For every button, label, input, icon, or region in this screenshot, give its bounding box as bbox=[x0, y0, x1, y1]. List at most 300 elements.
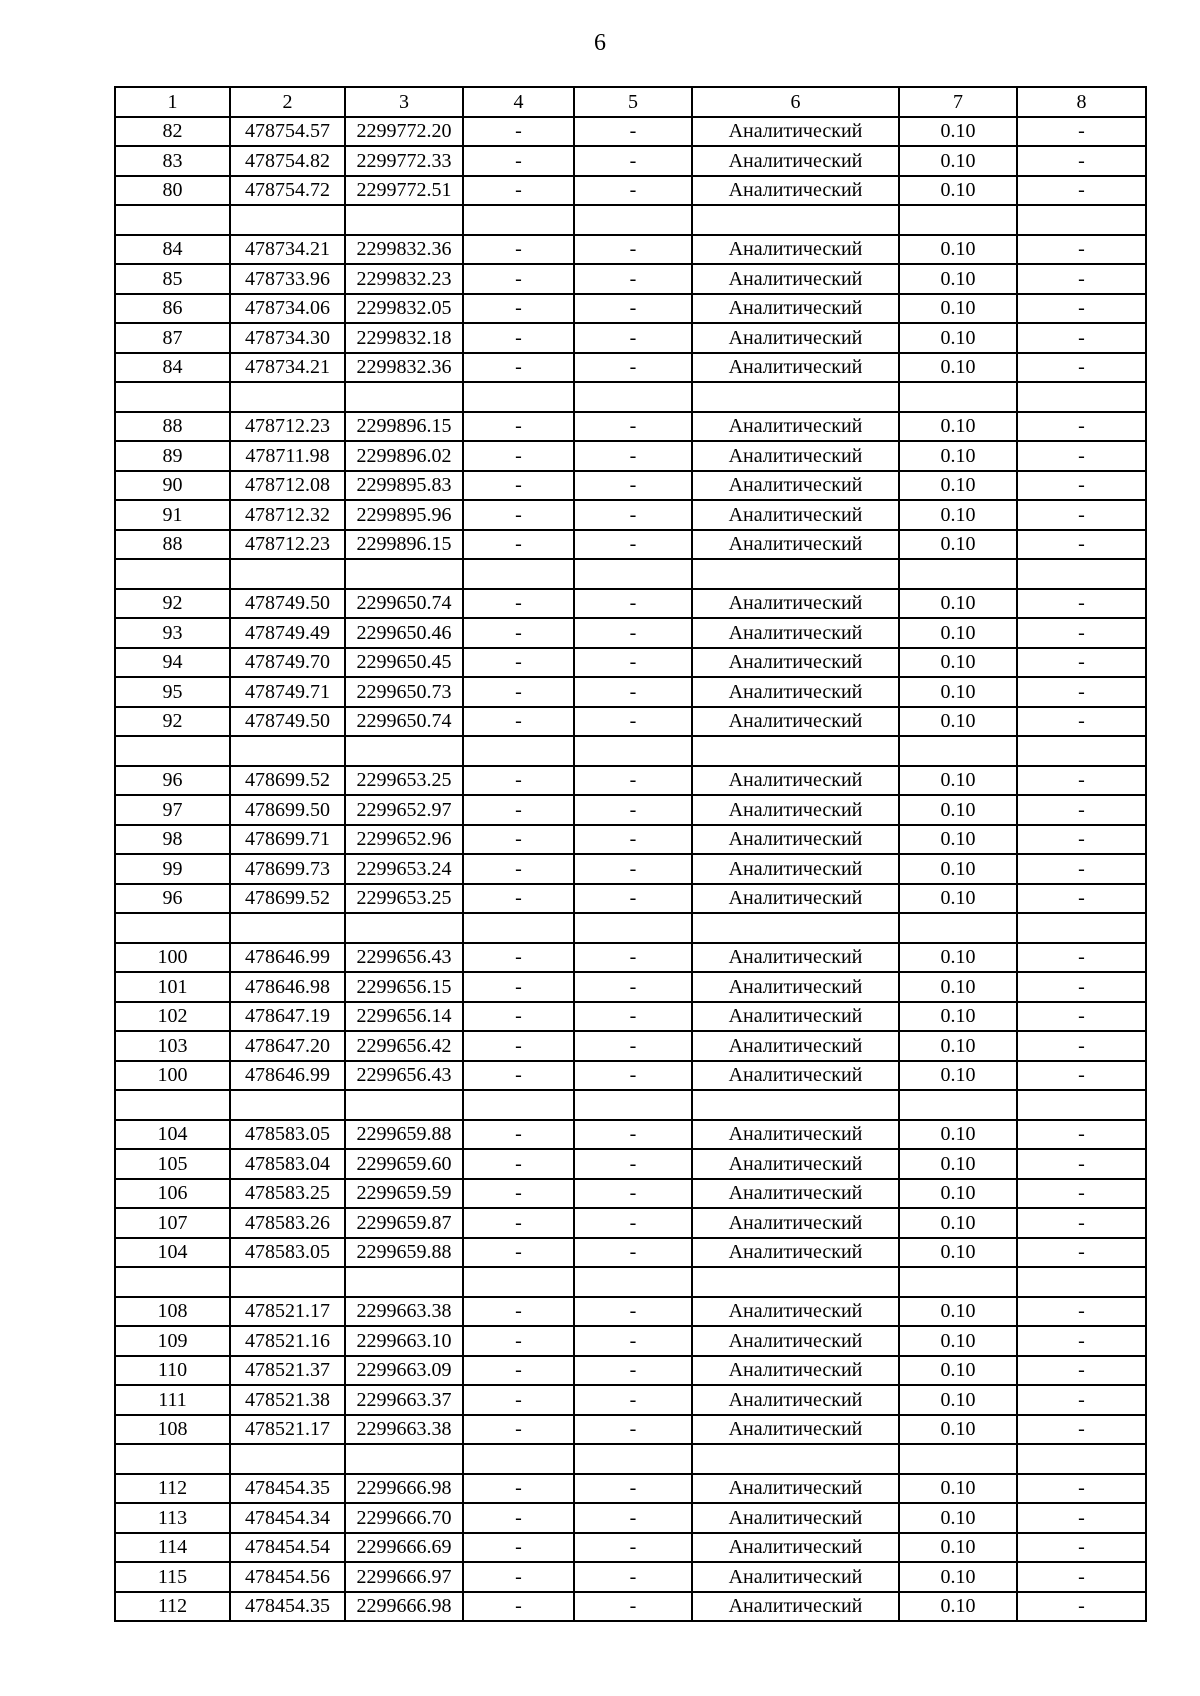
empty-cell bbox=[574, 913, 692, 943]
cell-col-2: 478521.17 bbox=[230, 1297, 345, 1327]
empty-cell bbox=[899, 913, 1017, 943]
cell-col-8: - bbox=[1017, 1474, 1146, 1504]
cell-col-8: - bbox=[1017, 618, 1146, 648]
cell-col-7: 0.10 bbox=[899, 1356, 1017, 1386]
cell-col-1: 99 bbox=[115, 854, 230, 884]
cell-col-6: Аналитический bbox=[692, 618, 899, 648]
cell-col-7: 0.10 bbox=[899, 1179, 1017, 1209]
empty-cell bbox=[463, 1267, 574, 1297]
cell-col-6: Аналитический bbox=[692, 294, 899, 324]
cell-col-3: 2299659.60 bbox=[345, 1149, 463, 1179]
cell-col-8: - bbox=[1017, 1179, 1146, 1209]
cell-col-2: 478712.08 bbox=[230, 471, 345, 501]
cell-col-8: - bbox=[1017, 353, 1146, 383]
cell-col-4: - bbox=[463, 707, 574, 737]
page-number: 6 bbox=[594, 30, 606, 56]
cell-col-4: - bbox=[463, 1120, 574, 1150]
cell-col-7: 0.10 bbox=[899, 943, 1017, 973]
cell-col-6: Аналитический bbox=[692, 471, 899, 501]
cell-col-6: Аналитический bbox=[692, 1297, 899, 1327]
cell-col-8: - bbox=[1017, 1031, 1146, 1061]
cell-col-1: 87 bbox=[115, 323, 230, 353]
empty-cell bbox=[115, 559, 230, 589]
cell-col-8: - bbox=[1017, 589, 1146, 619]
cell-col-5: - bbox=[574, 677, 692, 707]
cell-col-6: Аналитический bbox=[692, 412, 899, 442]
cell-col-4: - bbox=[463, 1415, 574, 1445]
cell-col-5: - bbox=[574, 1326, 692, 1356]
cell-col-8: - bbox=[1017, 412, 1146, 442]
cell-col-3: 2299663.37 bbox=[345, 1385, 463, 1415]
cell-col-3: 2299653.25 bbox=[345, 884, 463, 914]
cell-col-5: - bbox=[574, 412, 692, 442]
cell-col-1: 106 bbox=[115, 1179, 230, 1209]
table-row bbox=[115, 589, 1146, 619]
cell-col-4: - bbox=[463, 176, 574, 206]
table-row bbox=[115, 1061, 1146, 1091]
empty-cell bbox=[899, 205, 1017, 235]
cell-col-8: - bbox=[1017, 1533, 1146, 1563]
empty-cell bbox=[230, 205, 345, 235]
cell-col-2: 478454.34 bbox=[230, 1503, 345, 1533]
cell-col-8: - bbox=[1017, 117, 1146, 147]
cell-col-3: 2299659.59 bbox=[345, 1179, 463, 1209]
empty-cell bbox=[230, 1090, 345, 1120]
cell-col-4: - bbox=[463, 146, 574, 176]
cell-col-8: - bbox=[1017, 766, 1146, 796]
cell-col-2: 478521.37 bbox=[230, 1356, 345, 1386]
cell-col-2: 478749.50 bbox=[230, 707, 345, 737]
cell-col-6: Аналитический bbox=[692, 1031, 899, 1061]
cell-col-7: 0.10 bbox=[899, 1149, 1017, 1179]
cell-col-8: - bbox=[1017, 1356, 1146, 1386]
cell-col-2: 478583.04 bbox=[230, 1149, 345, 1179]
table-row bbox=[115, 1149, 1146, 1179]
cell-col-1: 88 bbox=[115, 530, 230, 560]
cell-col-8: - bbox=[1017, 884, 1146, 914]
cell-col-6: Аналитический bbox=[692, 441, 899, 471]
cell-col-3: 2299772.33 bbox=[345, 146, 463, 176]
empty-cell bbox=[1017, 382, 1146, 412]
table-row bbox=[115, 677, 1146, 707]
cell-col-1: 88 bbox=[115, 412, 230, 442]
cell-col-1: 91 bbox=[115, 500, 230, 530]
cell-col-1: 100 bbox=[115, 943, 230, 973]
cell-col-1: 83 bbox=[115, 146, 230, 176]
empty-cell bbox=[345, 382, 463, 412]
cell-col-8: - bbox=[1017, 530, 1146, 560]
table-row bbox=[115, 972, 1146, 1002]
empty-cell bbox=[899, 1267, 1017, 1297]
cell-col-4: - bbox=[463, 1061, 574, 1091]
cell-col-8: - bbox=[1017, 1208, 1146, 1238]
cell-col-6: Аналитический bbox=[692, 677, 899, 707]
cell-col-1: 85 bbox=[115, 264, 230, 294]
cell-col-8: - bbox=[1017, 707, 1146, 737]
cell-col-5: - bbox=[574, 1149, 692, 1179]
cell-col-8: - bbox=[1017, 294, 1146, 324]
table-header bbox=[115, 87, 1146, 117]
cell-col-8: - bbox=[1017, 441, 1146, 471]
cell-col-2: 478749.50 bbox=[230, 589, 345, 619]
cell-col-6: Аналитический bbox=[692, 1592, 899, 1622]
table-row bbox=[115, 1385, 1146, 1415]
table-row bbox=[115, 1562, 1146, 1592]
cell-col-1: 102 bbox=[115, 1002, 230, 1032]
empty-cell bbox=[115, 205, 230, 235]
cell-col-6: Аналитический bbox=[692, 1120, 899, 1150]
cell-col-6: Аналитический bbox=[692, 854, 899, 884]
cell-col-7: 0.10 bbox=[899, 1562, 1017, 1592]
cell-col-7: 0.10 bbox=[899, 1208, 1017, 1238]
cell-col-3: 2299666.70 bbox=[345, 1503, 463, 1533]
cell-col-4: - bbox=[463, 1385, 574, 1415]
cell-col-6: Аналитический bbox=[692, 707, 899, 737]
empty-cell bbox=[899, 1090, 1017, 1120]
cell-col-2: 478647.20 bbox=[230, 1031, 345, 1061]
table-row bbox=[115, 1120, 1146, 1150]
cell-col-5: - bbox=[574, 1533, 692, 1563]
cell-col-2: 478754.82 bbox=[230, 146, 345, 176]
cell-col-2: 478711.98 bbox=[230, 441, 345, 471]
table-body bbox=[115, 117, 1146, 1622]
cell-col-8: - bbox=[1017, 972, 1146, 1002]
empty-cell bbox=[463, 205, 574, 235]
cell-col-7: 0.10 bbox=[899, 1297, 1017, 1327]
table-row bbox=[115, 441, 1146, 471]
cell-col-8: - bbox=[1017, 1503, 1146, 1533]
cell-col-1: 94 bbox=[115, 648, 230, 678]
cell-col-2: 478646.98 bbox=[230, 972, 345, 1002]
cell-col-6: Аналитический bbox=[692, 1503, 899, 1533]
table-row bbox=[115, 1031, 1146, 1061]
empty-cell bbox=[345, 559, 463, 589]
cell-col-7: 0.10 bbox=[899, 471, 1017, 501]
cell-col-6: Аналитический bbox=[692, 323, 899, 353]
spacer-row bbox=[115, 205, 1146, 235]
cell-col-1: 104 bbox=[115, 1120, 230, 1150]
cell-col-4: - bbox=[463, 264, 574, 294]
cell-col-5: - bbox=[574, 1415, 692, 1445]
cell-col-8: - bbox=[1017, 825, 1146, 855]
cell-col-6: Аналитический bbox=[692, 1179, 899, 1209]
empty-cell bbox=[345, 913, 463, 943]
column-header-1: 1 bbox=[115, 87, 230, 117]
table-row bbox=[115, 1238, 1146, 1268]
cell-col-2: 478749.71 bbox=[230, 677, 345, 707]
cell-col-7: 0.10 bbox=[899, 1061, 1017, 1091]
cell-col-2: 478647.19 bbox=[230, 1002, 345, 1032]
column-header-3: 3 bbox=[345, 87, 463, 117]
cell-col-7: 0.10 bbox=[899, 235, 1017, 265]
cell-col-7: 0.10 bbox=[899, 1120, 1017, 1150]
cell-col-4: - bbox=[463, 117, 574, 147]
table-row bbox=[115, 146, 1146, 176]
empty-cell bbox=[115, 382, 230, 412]
cell-col-4: - bbox=[463, 589, 574, 619]
cell-col-3: 2299653.24 bbox=[345, 854, 463, 884]
table-row bbox=[115, 1592, 1146, 1622]
empty-cell bbox=[1017, 1090, 1146, 1120]
cell-col-3: 2299666.97 bbox=[345, 1562, 463, 1592]
cell-col-2: 478454.35 bbox=[230, 1592, 345, 1622]
cell-col-2: 478712.23 bbox=[230, 530, 345, 560]
cell-col-7: 0.10 bbox=[899, 323, 1017, 353]
cell-col-5: - bbox=[574, 530, 692, 560]
empty-cell bbox=[1017, 559, 1146, 589]
cell-col-4: - bbox=[463, 618, 574, 648]
cell-col-5: - bbox=[574, 943, 692, 973]
cell-col-7: 0.10 bbox=[899, 1592, 1017, 1622]
cell-col-1: 84 bbox=[115, 353, 230, 383]
cell-col-5: - bbox=[574, 441, 692, 471]
cell-col-7: 0.10 bbox=[899, 766, 1017, 796]
cell-col-4: - bbox=[463, 1533, 574, 1563]
cell-col-8: - bbox=[1017, 648, 1146, 678]
cell-col-4: - bbox=[463, 412, 574, 442]
cell-col-5: - bbox=[574, 264, 692, 294]
cell-col-3: 2299656.43 bbox=[345, 1061, 463, 1091]
cell-col-5: - bbox=[574, 323, 692, 353]
cell-col-7: 0.10 bbox=[899, 648, 1017, 678]
cell-col-6: Аналитический bbox=[692, 500, 899, 530]
cell-col-3: 2299663.38 bbox=[345, 1297, 463, 1327]
cell-col-5: - bbox=[574, 1179, 692, 1209]
cell-col-6: Аналитический bbox=[692, 1415, 899, 1445]
spacer-row bbox=[115, 736, 1146, 766]
cell-col-4: - bbox=[463, 441, 574, 471]
cell-col-7: 0.10 bbox=[899, 825, 1017, 855]
cell-col-1: 89 bbox=[115, 441, 230, 471]
cell-col-2: 478521.38 bbox=[230, 1385, 345, 1415]
cell-col-5: - bbox=[574, 146, 692, 176]
cell-col-4: - bbox=[463, 1208, 574, 1238]
cell-col-6: Аналитический bbox=[692, 972, 899, 1002]
cell-col-8: - bbox=[1017, 1002, 1146, 1032]
cell-col-6: Аналитический bbox=[692, 176, 899, 206]
cell-col-3: 2299666.98 bbox=[345, 1592, 463, 1622]
cell-col-5: - bbox=[574, 589, 692, 619]
cell-col-2: 478734.21 bbox=[230, 353, 345, 383]
cell-col-2: 478583.05 bbox=[230, 1120, 345, 1150]
cell-col-3: 2299895.83 bbox=[345, 471, 463, 501]
cell-col-7: 0.10 bbox=[899, 146, 1017, 176]
cell-col-8: - bbox=[1017, 146, 1146, 176]
header-row bbox=[115, 87, 1146, 117]
table-row bbox=[115, 618, 1146, 648]
empty-cell bbox=[230, 559, 345, 589]
empty-cell bbox=[115, 1090, 230, 1120]
cell-col-8: - bbox=[1017, 264, 1146, 294]
cell-col-1: 112 bbox=[115, 1592, 230, 1622]
cell-col-3: 2299659.88 bbox=[345, 1238, 463, 1268]
cell-col-1: 92 bbox=[115, 707, 230, 737]
table-row bbox=[115, 500, 1146, 530]
cell-col-4: - bbox=[463, 1297, 574, 1327]
empty-cell bbox=[1017, 1267, 1146, 1297]
cell-col-7: 0.10 bbox=[899, 884, 1017, 914]
cell-col-6: Аналитический bbox=[692, 1002, 899, 1032]
empty-cell bbox=[692, 205, 899, 235]
cell-col-6: Аналитический bbox=[692, 530, 899, 560]
column-header-6: 6 bbox=[692, 87, 899, 117]
cell-col-7: 0.10 bbox=[899, 412, 1017, 442]
cell-col-1: 101 bbox=[115, 972, 230, 1002]
cell-col-8: - bbox=[1017, 1385, 1146, 1415]
cell-col-6: Аналитический bbox=[692, 264, 899, 294]
cell-col-4: - bbox=[463, 825, 574, 855]
cell-col-8: - bbox=[1017, 1297, 1146, 1327]
cell-col-5: - bbox=[574, 795, 692, 825]
table-row bbox=[115, 825, 1146, 855]
cell-col-3: 2299896.02 bbox=[345, 441, 463, 471]
cell-col-6: Аналитический bbox=[692, 1562, 899, 1592]
cell-col-1: 108 bbox=[115, 1415, 230, 1445]
cell-col-4: - bbox=[463, 1238, 574, 1268]
table-row bbox=[115, 943, 1146, 973]
empty-cell bbox=[463, 736, 574, 766]
column-header-4: 4 bbox=[463, 87, 574, 117]
cell-col-2: 478454.56 bbox=[230, 1562, 345, 1592]
cell-col-3: 2299666.69 bbox=[345, 1533, 463, 1563]
empty-cell bbox=[574, 1090, 692, 1120]
column-header-2: 2 bbox=[230, 87, 345, 117]
cell-col-5: - bbox=[574, 854, 692, 884]
cell-col-6: Аналитический bbox=[692, 1238, 899, 1268]
cell-col-7: 0.10 bbox=[899, 294, 1017, 324]
cell-col-3: 2299659.87 bbox=[345, 1208, 463, 1238]
cell-col-7: 0.10 bbox=[899, 441, 1017, 471]
cell-col-1: 110 bbox=[115, 1356, 230, 1386]
cell-col-7: 0.10 bbox=[899, 1533, 1017, 1563]
cell-col-3: 2299656.14 bbox=[345, 1002, 463, 1032]
cell-col-3: 2299896.15 bbox=[345, 530, 463, 560]
cell-col-6: Аналитический bbox=[692, 825, 899, 855]
table-row bbox=[115, 530, 1146, 560]
column-header-7: 7 bbox=[899, 87, 1017, 117]
cell-col-7: 0.10 bbox=[899, 795, 1017, 825]
cell-col-3: 2299650.74 bbox=[345, 707, 463, 737]
cell-col-3: 2299652.97 bbox=[345, 795, 463, 825]
cell-col-8: - bbox=[1017, 677, 1146, 707]
cell-col-7: 0.10 bbox=[899, 1002, 1017, 1032]
empty-cell bbox=[692, 559, 899, 589]
cell-col-8: - bbox=[1017, 1326, 1146, 1356]
table-row bbox=[115, 648, 1146, 678]
cell-col-4: - bbox=[463, 1592, 574, 1622]
empty-cell bbox=[574, 205, 692, 235]
cell-col-2: 478646.99 bbox=[230, 943, 345, 973]
column-header-8: 8 bbox=[1017, 87, 1146, 117]
empty-cell bbox=[463, 1090, 574, 1120]
cell-col-5: - bbox=[574, 1061, 692, 1091]
cell-col-5: - bbox=[574, 707, 692, 737]
cell-col-3: 2299772.51 bbox=[345, 176, 463, 206]
cell-col-8: - bbox=[1017, 1562, 1146, 1592]
cell-col-2: 478583.25 bbox=[230, 1179, 345, 1209]
cell-col-2: 478754.72 bbox=[230, 176, 345, 206]
cell-col-7: 0.10 bbox=[899, 353, 1017, 383]
cell-col-2: 478699.50 bbox=[230, 795, 345, 825]
table-row bbox=[115, 235, 1146, 265]
cell-col-8: - bbox=[1017, 323, 1146, 353]
cell-col-4: - bbox=[463, 854, 574, 884]
cell-col-8: - bbox=[1017, 176, 1146, 206]
cell-col-5: - bbox=[574, 1297, 692, 1327]
cell-col-2: 478749.70 bbox=[230, 648, 345, 678]
spacer-row bbox=[115, 913, 1146, 943]
table-row bbox=[115, 353, 1146, 383]
table-row bbox=[115, 1474, 1146, 1504]
empty-cell bbox=[463, 1444, 574, 1474]
cell-col-8: - bbox=[1017, 1238, 1146, 1268]
cell-col-3: 2299663.09 bbox=[345, 1356, 463, 1386]
cell-col-5: - bbox=[574, 1120, 692, 1150]
cell-col-5: - bbox=[574, 648, 692, 678]
cell-col-5: - bbox=[574, 1238, 692, 1268]
cell-col-8: - bbox=[1017, 500, 1146, 530]
cell-col-2: 478699.73 bbox=[230, 854, 345, 884]
cell-col-8: - bbox=[1017, 795, 1146, 825]
cell-col-1: 112 bbox=[115, 1474, 230, 1504]
cell-col-7: 0.10 bbox=[899, 1031, 1017, 1061]
cell-col-4: - bbox=[463, 677, 574, 707]
cell-col-6: Аналитический bbox=[692, 1326, 899, 1356]
cell-col-4: - bbox=[463, 294, 574, 324]
cell-col-7: 0.10 bbox=[899, 117, 1017, 147]
empty-cell bbox=[463, 559, 574, 589]
cell-col-5: - bbox=[574, 353, 692, 383]
empty-cell bbox=[115, 1444, 230, 1474]
cell-col-5: - bbox=[574, 825, 692, 855]
table-row bbox=[115, 707, 1146, 737]
empty-cell bbox=[230, 382, 345, 412]
cell-col-2: 478454.54 bbox=[230, 1533, 345, 1563]
cell-col-3: 2299650.46 bbox=[345, 618, 463, 648]
cell-col-7: 0.10 bbox=[899, 1474, 1017, 1504]
cell-col-7: 0.10 bbox=[899, 500, 1017, 530]
cell-col-5: - bbox=[574, 1002, 692, 1032]
cell-col-7: 0.10 bbox=[899, 854, 1017, 884]
cell-col-7: 0.10 bbox=[899, 530, 1017, 560]
cell-col-1: 80 bbox=[115, 176, 230, 206]
empty-cell bbox=[1017, 1444, 1146, 1474]
cell-col-1: 104 bbox=[115, 1238, 230, 1268]
column-header-5: 5 bbox=[574, 87, 692, 117]
cell-col-5: - bbox=[574, 972, 692, 1002]
cell-col-5: - bbox=[574, 500, 692, 530]
cell-col-4: - bbox=[463, 648, 574, 678]
cell-col-6: Аналитический bbox=[692, 1356, 899, 1386]
cell-col-2: 478583.26 bbox=[230, 1208, 345, 1238]
cell-col-6: Аналитический bbox=[692, 117, 899, 147]
cell-col-8: - bbox=[1017, 1415, 1146, 1445]
empty-cell bbox=[230, 1444, 345, 1474]
cell-col-3: 2299832.05 bbox=[345, 294, 463, 324]
empty-cell bbox=[1017, 913, 1146, 943]
cell-col-6: Аналитический bbox=[692, 766, 899, 796]
table-row bbox=[115, 117, 1146, 147]
cell-col-8: - bbox=[1017, 1149, 1146, 1179]
cell-col-1: 103 bbox=[115, 1031, 230, 1061]
spacer-row bbox=[115, 1444, 1146, 1474]
cell-col-7: 0.10 bbox=[899, 1415, 1017, 1445]
cell-col-4: - bbox=[463, 1503, 574, 1533]
cell-col-5: - bbox=[574, 294, 692, 324]
empty-cell bbox=[345, 205, 463, 235]
cell-col-1: 90 bbox=[115, 471, 230, 501]
cell-col-1: 96 bbox=[115, 766, 230, 796]
